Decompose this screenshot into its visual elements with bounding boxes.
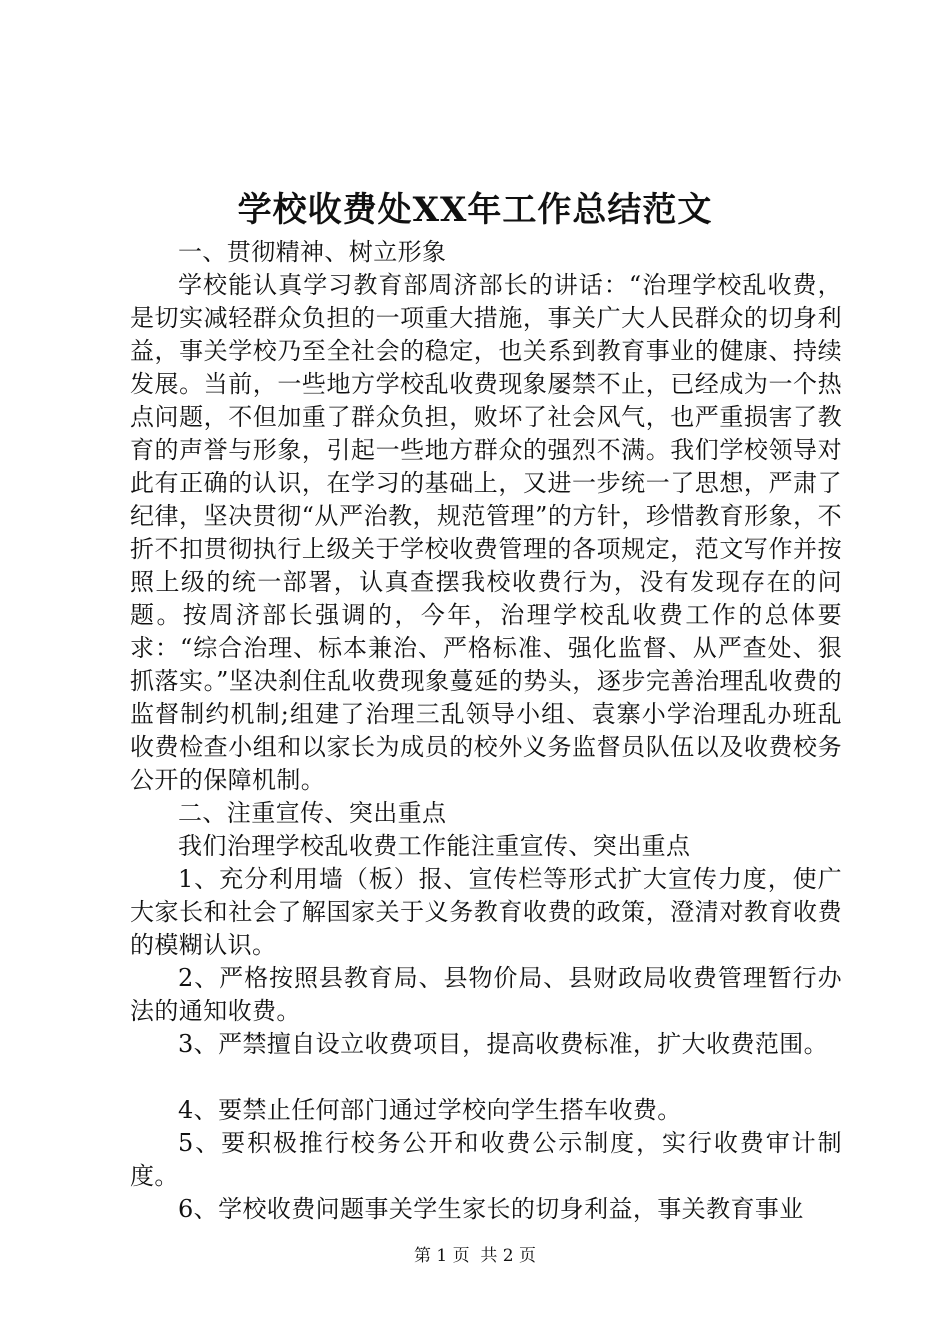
list-item-5: 5、要积极推行校务公开和收费公示制度，实行收费审计制度。: [130, 1129, 842, 1190]
page-number: 第 1 页 共 2 页: [413, 1246, 537, 1266]
document-body: [130, 236, 842, 1226]
list-item-2: 2、严格按照县教育局、县物价局、县财政局收费管理暂行办法的通知收费。: [130, 964, 842, 1025]
section-2-heading: 二、注重宣传、突出重点: [178, 799, 447, 827]
blank-line: [130, 1061, 842, 1094]
list-item-3: 3、严禁擅自设立收费项目，提高收费标准，扩大收费范围。: [178, 1030, 829, 1058]
list-item-6: 6、学校收费问题事关学生家长的切身利益，事关教育事业: [178, 1195, 804, 1223]
page-footer: [0, 1244, 950, 1268]
section-1-paragraph: 学校能认真学习教育部周济部长的讲话：“治理学校乱收费，是切实减轻群众负担的一项重大措施，事关广大人民群众的切身利益，事关学校乃至全社会的稳定，也关系到教育事业的健康、持续发展。当前，一些地方学校乱收费现象屡禁不止，已经成为一个热点问题，不但加重了群众负担，败坏了社会风气，也严重损害了教育的声誉与形象，引起一些地方群众的强烈不满。我们学校领导对此有正确的认识，在学习的基础上，又进一步统一了思想，严肃了纪律，坚决贯彻“从严治教，规范管理”的方针，珍惜教育形象，不折不扣贯彻执行上级关于学校收费管理的各项规定，范文写作并按照上级的统一部署，认真查摆我校收费行为，没有发现存在的问题。按周济部长强调的，今年，治理学校乱收费工作的总体要求：“综合治理、标本兼治、严格标准、强化监督、从严查处、狠抓落实。”坚决刹住乱收费现象蔓延的势头，逐步完善治理乱收费的监督制约机制;组建了治理三乱领导小组、袁寨小学治理乱办班乱收费检查小组和以家长为成员的校外义务监督员队伍以及收费校务公开的保障机制。: [130, 271, 842, 794]
list-item-4: 4、要禁止任何部门通过学校向学生搭车收费。: [178, 1096, 682, 1124]
section-2-intro: 我们治理学校乱收费工作能注重宣传、突出重点: [178, 832, 691, 860]
section-1-heading: 一、贯彻精神、树立形象: [178, 238, 447, 266]
list-item-1: 1、充分利用墙（板）报、宣传栏等形式扩大宣传力度，使广大家长和社会了解国家关于义务教育收费的政策，澄清对教育收费的模糊认识。: [130, 865, 842, 959]
document-title: 学校收费处XX年工作总结范文: [237, 190, 713, 230]
